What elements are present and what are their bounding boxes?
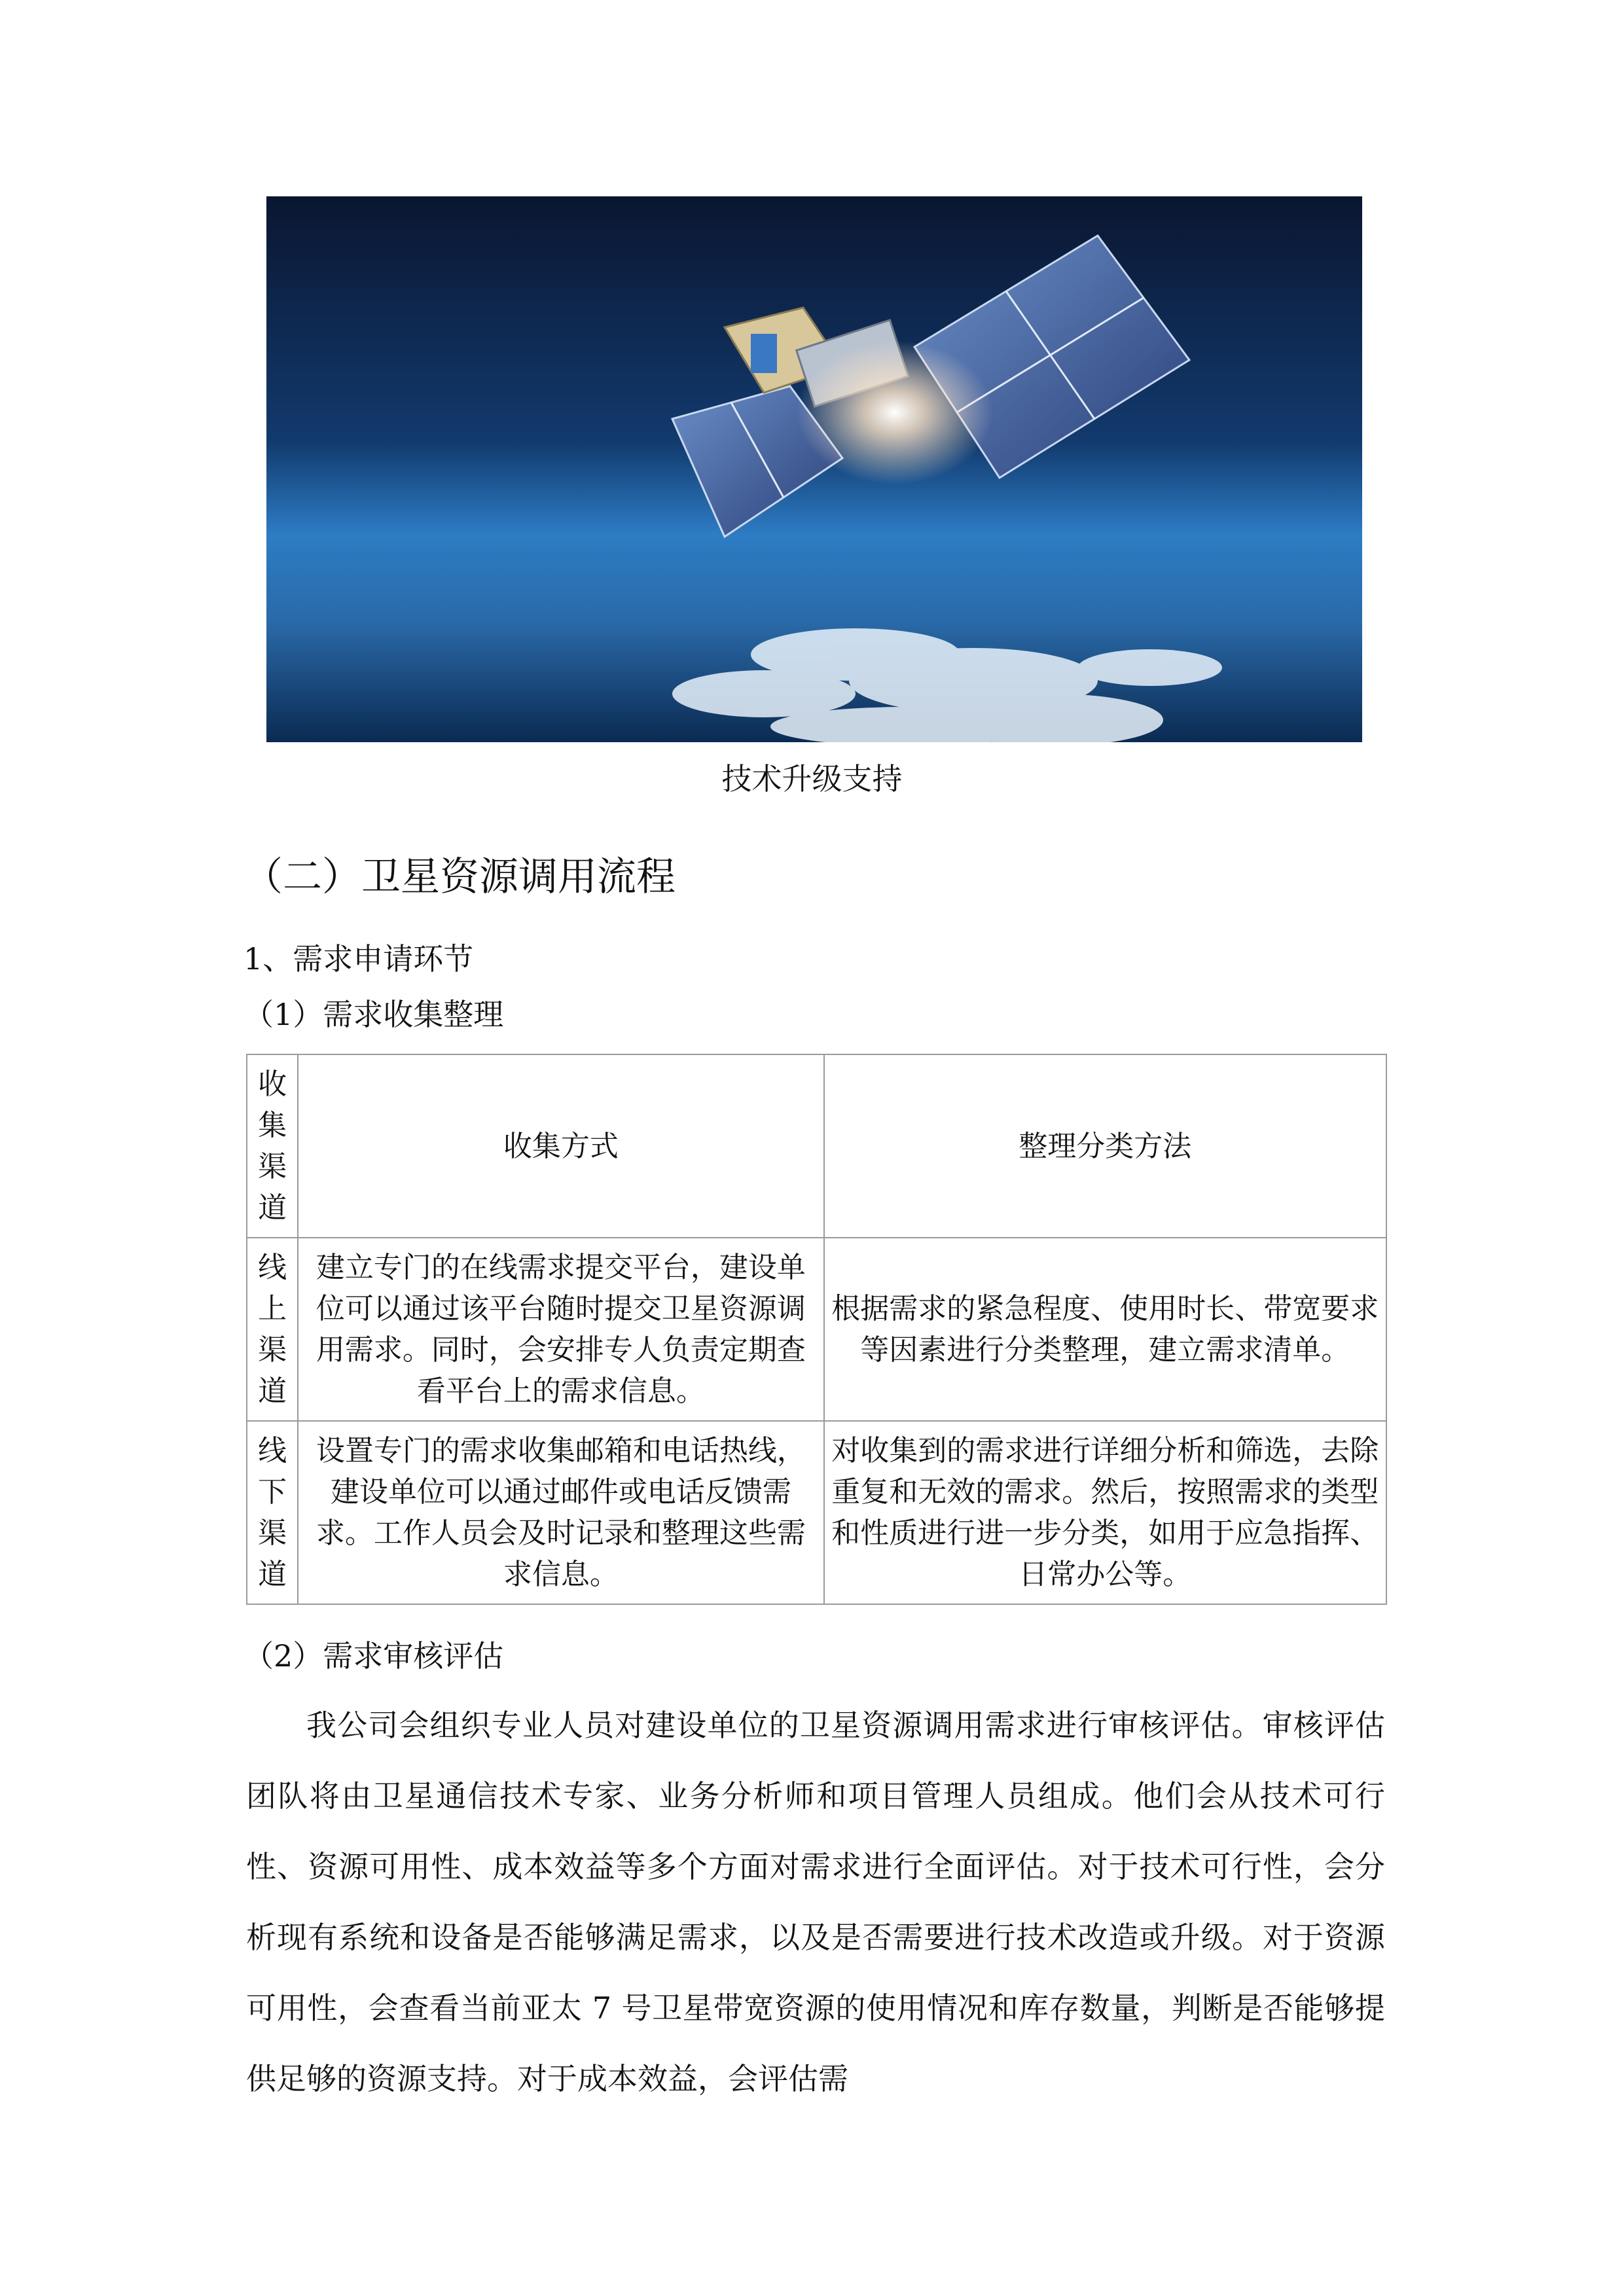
row-online-classification: 根据需求的紧急程度、使用时长、带宽要求等因素进行分类整理，建立需求清单。 <box>824 1238 1386 1421</box>
channel-char: 线 <box>258 1434 287 1467</box>
satellite-photo <box>266 196 1362 742</box>
section-heading: （二）卫星资源调用流程 <box>244 854 676 900</box>
channel-char: 下 <box>258 1475 287 1509</box>
table-row <box>247 1421 1386 1604</box>
channel-char: 道 <box>258 1191 287 1225</box>
row-online-channel <box>247 1238 298 1421</box>
channel-char: 集 <box>258 1109 287 1142</box>
figure-caption: 技术升级支持 <box>721 761 903 797</box>
header-channel <box>247 1054 298 1238</box>
channel-char: 渠 <box>258 1333 287 1367</box>
table-header-row <box>247 1054 1386 1238</box>
header-classification: 整理分类方法 <box>824 1054 1386 1238</box>
row-offline-classification: 对收集到的需求进行详细分析和筛选，去除重复和无效的需求。然后，按照需求的类型和性质进行进一步分类，如用于应急指挥、日常办公等。 <box>824 1421 1386 1604</box>
channel-char: 道 <box>258 1374 287 1408</box>
channel-char: 渠 <box>258 1150 287 1183</box>
row-offline-channel <box>247 1421 298 1604</box>
channel-char: 渠 <box>258 1516 287 1550</box>
subheading-collection: （1）需求收集整理 <box>244 997 504 1032</box>
channel-char: 线 <box>258 1251 287 1284</box>
subheading-review: （2）需求审核评估 <box>244 1638 504 1674</box>
subheading-requirement-application: 1、需求申请环节 <box>244 941 474 977</box>
channel-text <box>254 1247 291 1412</box>
channel-char: 上 <box>258 1292 287 1325</box>
header-method: 收集方式 <box>298 1054 823 1238</box>
channel-text <box>254 1430 291 1595</box>
header-channel-text <box>254 1064 291 1229</box>
requirement-collection-table <box>246 1054 1387 1605</box>
table-row <box>247 1238 1386 1421</box>
row-offline-method: 设置专门的需求收集邮箱和电话热线，建设单位可以通过邮件或电话反馈需求。工作人员会及时记录和整理这些需求信息。 <box>298 1421 823 1604</box>
row-online-method: 建立专门的在线需求提交平台，建设单位可以通过该平台随时提交卫星资源调用需求。同时，会安排专人负责定期查看平台上的需求信息。 <box>298 1238 823 1421</box>
channel-char: 收 <box>258 1067 287 1101</box>
channel-char: 道 <box>258 1558 287 1591</box>
satellite-over-earth-image <box>266 196 1362 742</box>
review-paragraph: 我公司会组织专业人员对建设单位的卫星资源调用需求进行审核评估。审核评估团队将由卫星通信技术专家、业务分析师和项目管理人员组成。他们会从技术可行性、资源可用性、成本效益等多个方面对需求进行全面评估。对于技术可行性，会分析现有系统和设备是否能够满足需求，以及是否需要进行技术改造或升级。对于资源可用性，会查看当前亚太 7 号卫星带宽资源的使用情况和库存数量，判断是否能够提供足够的资源支持。对于成本效益，会评估需 <box>246 1708 1385 2096</box>
